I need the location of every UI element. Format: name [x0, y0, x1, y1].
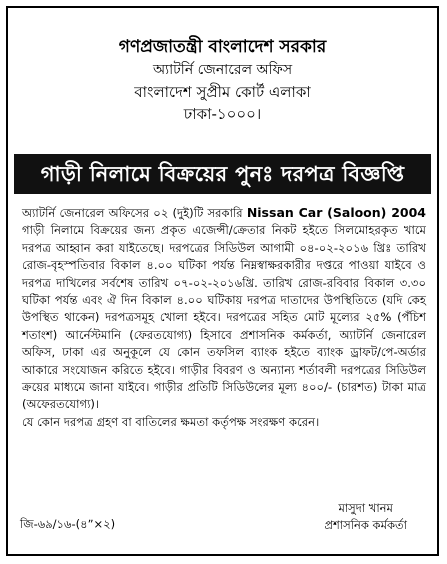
office-name: অ্যাটর্নি জেনারেল অফিস — [152, 62, 293, 78]
signatory-title: প্রশাসনিক কর্মকর্তা — [324, 518, 407, 532]
signatory-name: মাসুদা খানম — [338, 501, 393, 515]
office-city: ঢাকা-১০০০। — [183, 105, 262, 123]
notice-paragraph — [22, 204, 426, 414]
office-area: বাংলাদেশ সুপ্রীম কোর্ট এলাকা — [134, 83, 311, 101]
notice-text-part2: গাড়ী নিলামে বিক্রয়ের জন্য প্রকৃত এজেন্সী/ক্রেতার নিকট হইতে সিলমোহরকৃত খামে দরপত্র আহ্বান করা যাইতেছে। দরপত্রের সিডিউল আগামী ০৪-০২-২০১৬ খ্রিঃ তারিখ রোজ-বৃহস্পতিবার বিকাল ৪.০০ ঘটিকা পর্যন্ত নিম্নস্বাক্ষরকারীর দপ্তরে পাওয়া যাইবে ও দরপত্র দাখিলের সর্বশেষ তারিখ ০৭-০২-২০১৬খ্রি. তারিখ রোজ-রবিবার বিকাল ৩.৩০ ঘটিকা পর্যন্ত এবং ঐ দিন বিকাল ৪.০০ ঘটিকায় দরপত্র দাতাদের উপস্থিতিতে (যদি কেহ উপস্থিত থাকেন) দরপত্রসমূহ খোলা হইবে। দরপত্রের সহিত মোট মূল্যের ২৫% (পঁচিশ শতাংশ) আর্নেস্টমানি (ফেরতযোগ্য) হিসাবে প্রশাসনিক কর্মকর্তা, অ্যাটর্নি জেনারেল অফিস, ঢাকা এর অনুকূলে যে কোন তফসিল ব্যাংক হইতে ব্যাংক ড্রাফট/পে-অর্ডার আকারে সংযোজন করিতে হইবে। গাড়ীর বিবরণ ও অন্যান্য শর্তাবলী দরপত্রের সিডিউল ক্রয়ের মাধ্যমে জানা যাইবে। গাড়ীর প্রতিটি সিডিউলের মূল্য ৪০০/- (চারশত) টাকা মাত্র (অফেরতযোগ্য)। — [22, 223, 426, 412]
notice-text-part1: অ্যাটর্নি জেনারেল অফিসের ০২ (দুই)টি সরকারি — [22, 206, 247, 220]
car-model: Nissan Car (Saloon) 2004 — [246, 205, 426, 220]
notice-frame — [6, 6, 439, 556]
notice-title-banner: গাড়ী নিলামে বিক্রয়ের পুনঃ দরপত্র বিজ্ঞপ্তি — [14, 154, 431, 194]
government-name: গণপ্রজাতন্ত্রী বাংলাদেশ সরকার — [118, 37, 327, 57]
notice-closing: যে কোন দরপত্র গ্রহণ বা বাতিলের ক্ষমতা কর্তৃপক্ষ সংরক্ষণ করেন। — [22, 414, 320, 429]
notice-header — [8, 8, 437, 124]
signature-block — [324, 500, 407, 534]
reference-code: জি-৬৯/১৬-(৪ˮ×২) — [20, 517, 116, 531]
notice-body — [22, 204, 426, 431]
